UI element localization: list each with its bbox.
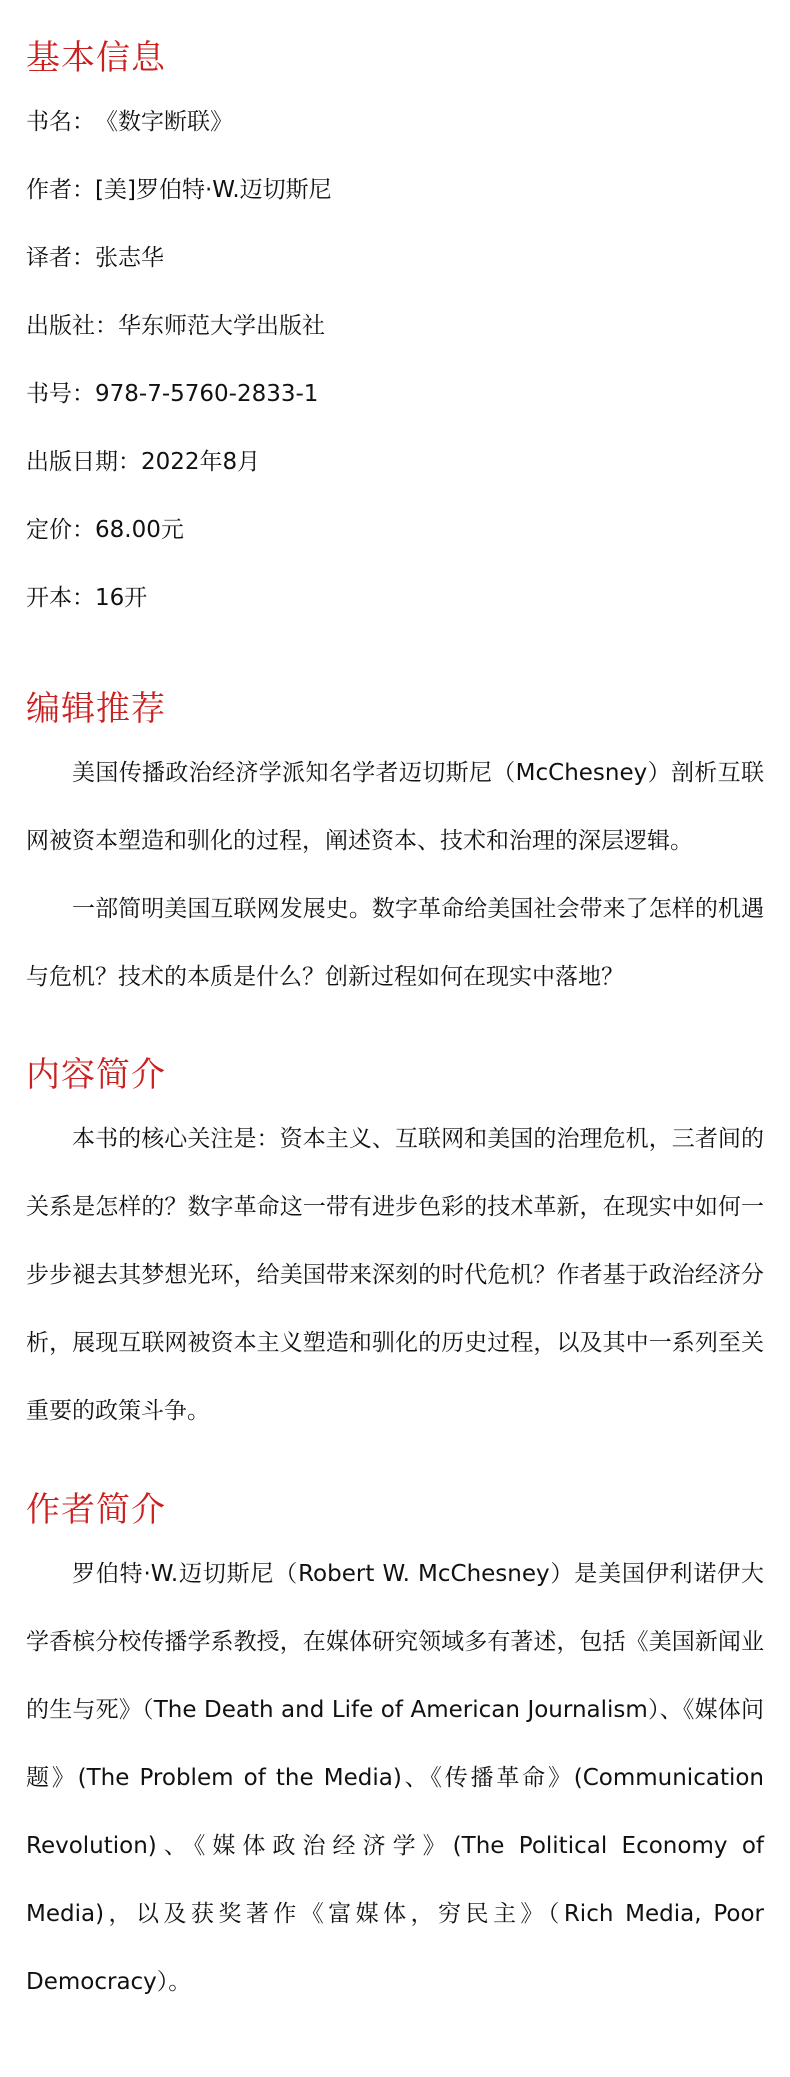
info-value: 华东师范大学出版社 [118, 313, 325, 339]
info-value: 68.00元 [95, 517, 184, 543]
info-value: 16开 [95, 585, 148, 611]
author-intro-heading: 作者简介 [26, 1490, 166, 1530]
info-row-isbn [26, 360, 764, 428]
editor-recommendation-section [26, 687, 764, 1011]
author-intro-paragraph: 罗伯特·W.迈切斯尼（Robert W. McChesney）是美国伊利诺伊大学香槟分校传播学系教授，在媒体研究领域多有著述，包括《美国新闻业的生与死》（The Death and Life of American Journalism）、《媒体问题》(The Problem of the Media)、《传播革命》(Communication Revolution)、《媒体政治经济学》(The Political Economy of Media)，以及获奖著作《富媒体，穷民主》（Rich Media, Poor Democracy）。 [26, 1561, 764, 1995]
recommendation-paragraph: 美国传播政治经济学派知名学者迈切斯尼（McChesney）剖析互联网被资本塑造和驯化的过程，阐述资本、技术和治理的深层逻辑。 [26, 760, 764, 854]
info-row-price [26, 496, 764, 564]
content-intro-heading: 内容简介 [26, 1055, 166, 1095]
recommendation-paragraph: 一部简明美国互联网发展史。数字革命给美国社会带来了怎样的机遇与危机？技术的本质是什么？创新过程如何在现实中落地？ [26, 896, 764, 990]
info-value: [美]罗伯特·W.迈切斯尼 [95, 177, 332, 203]
info-value: 978-7-5760-2833-1 [95, 381, 319, 407]
info-label: 出版日期： [26, 449, 141, 475]
info-label: 书号： [26, 381, 95, 407]
basic-info-heading: 基本信息 [26, 38, 166, 78]
info-row-publisher [26, 292, 764, 360]
info-row-translator [26, 224, 764, 292]
editor-recommendation-heading: 编辑推荐 [26, 689, 166, 729]
info-label: 定价： [26, 517, 95, 543]
info-row-format [26, 564, 764, 632]
info-value: 《数字断联》 [95, 109, 233, 135]
info-row-author [26, 156, 764, 224]
info-label: 书名： [26, 109, 95, 135]
info-row-pub-date [26, 428, 764, 496]
info-value: 2022年8月 [141, 449, 261, 475]
content-intro-paragraph: 本书的核心关注是：资本主义、互联网和美国的治理危机，三者间的关系是怎样的？数字革命这一带有进步色彩的技术革新，在现实中如何一步步褪去其梦想光环，给美国带来深刻的时代危机？作者基于政治经济分析，展现互联网被资本主义塑造和驯化的历史过程，以及其中一系列至关重要的政策斗争。 [26, 1126, 764, 1424]
info-label: 译者： [26, 245, 95, 271]
info-label: 出版社： [26, 313, 118, 339]
info-row-title [26, 88, 764, 156]
info-label: 开本： [26, 585, 95, 611]
basic-info-section [26, 0, 764, 632]
author-intro-section [26, 1488, 764, 2016]
content-intro-section [26, 1053, 764, 1445]
info-value: 张志华 [95, 245, 164, 271]
info-label: 作者： [26, 177, 95, 203]
